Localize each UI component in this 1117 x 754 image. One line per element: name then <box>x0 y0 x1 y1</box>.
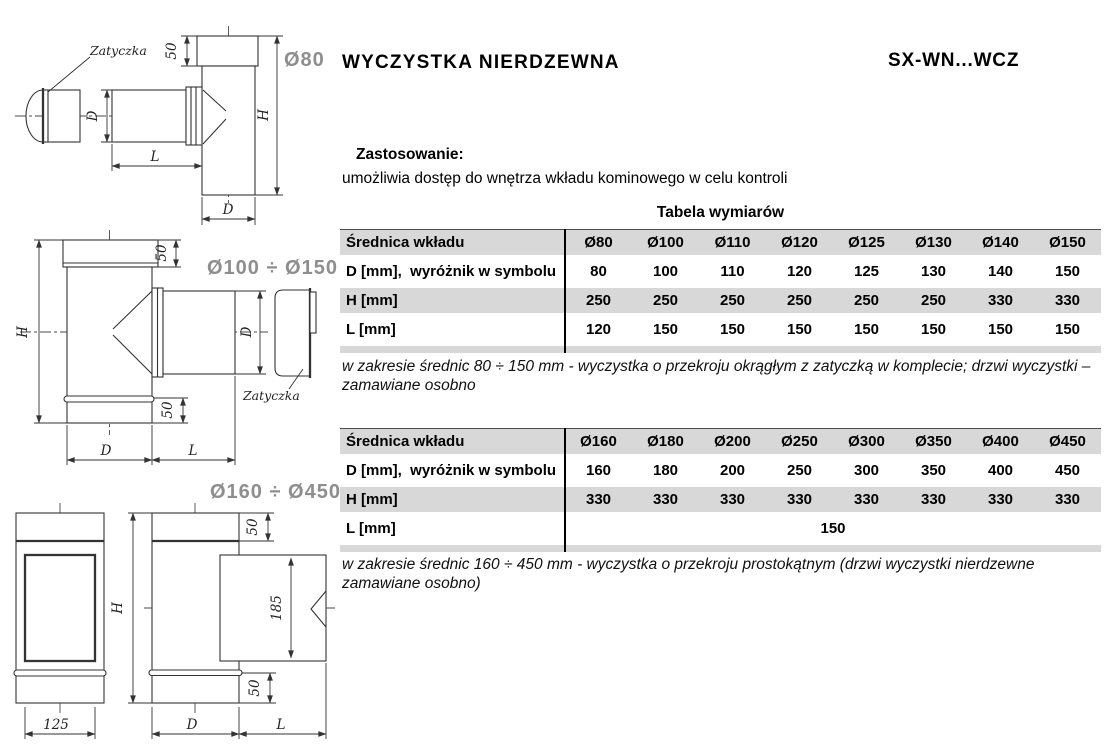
value-cell: 80 <box>590 263 607 280</box>
cap-label: Zatyczka <box>90 43 147 58</box>
value-cell: 200 <box>719 462 746 479</box>
table-column-divider <box>564 428 566 552</box>
table-row <box>340 428 1101 454</box>
page-title: WYCZYSTKA NIERDZEWNA <box>342 52 620 73</box>
table-column-divider <box>564 229 566 353</box>
table-bottom-strip <box>340 545 1101 552</box>
header-cell: Ø350 <box>900 429 967 454</box>
value-cell: 150 <box>1054 321 1081 338</box>
dim-label-d-branch: D <box>85 110 101 122</box>
header-cell: Ø180 <box>632 429 699 454</box>
header-cell: Ø140 <box>967 230 1034 255</box>
value-cell: 330 <box>833 487 900 512</box>
value-cell: 330 <box>967 288 1034 313</box>
value-cell: 140 <box>987 263 1014 280</box>
value-cell: 250 <box>786 462 813 479</box>
value-cell: 330 <box>967 487 1034 512</box>
row-label: L [mm] <box>346 520 396 537</box>
value-cell: 150 <box>786 321 813 338</box>
header-cell: Ø200 <box>699 429 766 454</box>
dim-label-h: H <box>256 109 272 121</box>
dim-label-l: L <box>150 149 160 165</box>
range-label: Ø100 ÷ Ø150 <box>207 257 338 279</box>
row-label: Średnica wkładu <box>340 230 565 255</box>
dim-label-50: 50 <box>164 42 180 60</box>
value-cell: 150 <box>920 321 947 338</box>
value-cell: 330 <box>565 487 632 512</box>
drawing-d80 <box>0 8 340 230</box>
value-cell: 180 <box>652 462 679 479</box>
table-row <box>340 487 1101 512</box>
dimension-table-title: Tabela wymiarów <box>656 204 785 221</box>
note-small-range: w zakresie średnic 80 ÷ 150 mm - wyczystka o przekroju okrągłym z zatyczką w komplecie; drzwi wyczystki – zamawiane osobno <box>342 358 1091 394</box>
dim-label-d-bottom: D <box>100 443 112 459</box>
value-cell: 250 <box>565 288 632 313</box>
table-row <box>340 317 1101 342</box>
value-cell: 330 <box>1034 487 1101 512</box>
header-cell: Ø120 <box>766 230 833 255</box>
header-cell: Ø110 <box>699 230 766 255</box>
value-cell: 330 <box>900 487 967 512</box>
range-label: Ø160 ÷ Ø450 <box>210 481 341 503</box>
value-cell: 450 <box>1054 462 1081 479</box>
row-label: H [mm] <box>340 288 565 313</box>
row-label: D [mm], wyróżnik w symbolu <box>346 263 557 280</box>
dim-label-h: H <box>15 326 31 338</box>
row-label: H [mm] <box>340 487 565 512</box>
table-bottom-strip <box>340 346 1101 353</box>
value-cell: 125 <box>853 263 880 280</box>
value-cell: 330 <box>632 487 699 512</box>
dim-label-185: 185 <box>269 595 285 621</box>
dimension-table-small <box>340 229 1101 353</box>
cap-label: Zatyczka <box>243 388 300 403</box>
row-label: D [mm], wyróżnik w symbolu <box>346 462 557 479</box>
table-row <box>340 516 1101 541</box>
table-row <box>340 458 1101 483</box>
range-label: Ø80 <box>284 49 325 71</box>
value-cell: 150 <box>987 321 1014 338</box>
value-cell: 150 <box>1054 263 1081 280</box>
header-cell: Ø450 <box>1034 429 1101 454</box>
row-label: L [mm] <box>346 321 396 338</box>
value-cell: 250 <box>833 288 900 313</box>
value-cell: 120 <box>585 321 612 338</box>
value-cell: 150 <box>652 321 679 338</box>
product-code: SX-WN...WCZ <box>888 50 1020 71</box>
table-row <box>340 259 1101 284</box>
value-cell: 250 <box>632 288 699 313</box>
dim-label-50-bottom: 50 <box>160 401 176 419</box>
value-cell: 120 <box>786 263 813 280</box>
value-cell: 250 <box>699 288 766 313</box>
value-cell: 400 <box>987 462 1014 479</box>
value-cell: 150 <box>853 321 880 338</box>
value-cell: 250 <box>766 288 833 313</box>
dim-label-l: L <box>276 717 286 733</box>
drawing-d100-150 <box>0 225 345 475</box>
value-cell: 330 <box>766 487 833 512</box>
dim-label-50-top: 50 <box>245 518 261 536</box>
header-cell: Ø130 <box>900 230 967 255</box>
drawing-d160-450 <box>0 470 345 754</box>
value-cell: 350 <box>920 462 947 479</box>
value-cell: 330 <box>699 487 766 512</box>
application-heading: Zastosowanie: <box>356 146 464 163</box>
dim-label-d-bottom: D <box>222 202 234 218</box>
value-cell: 100 <box>652 263 679 280</box>
header-cell: Ø150 <box>1034 230 1101 255</box>
dim-label-d: D <box>186 717 198 733</box>
value-cell: 300 <box>853 462 880 479</box>
merged-value-cell: 150 <box>820 520 846 537</box>
dim-label-l: L <box>188 443 198 459</box>
dim-label-d-branch: D <box>239 326 255 338</box>
header-cell: Ø250 <box>766 429 833 454</box>
table-row <box>340 229 1101 255</box>
value-cell: 110 <box>720 263 745 280</box>
note-large-range: w zakresie średnic 160 ÷ 450 mm - wyczystka o przekroju prostokątnym (drzwi wyczystki nierdzewne zamawiane osobno) <box>342 556 1035 592</box>
header-cell: Ø160 <box>565 429 632 454</box>
dimension-table-large <box>340 428 1101 552</box>
dim-label-50-bottom: 50 <box>247 679 263 697</box>
header-cell: Ø100 <box>632 230 699 255</box>
header-cell: Ø125 <box>833 230 900 255</box>
value-cell: 130 <box>920 263 947 280</box>
value-cell: 150 <box>719 321 746 338</box>
row-label: Średnica wkładu <box>340 429 565 454</box>
header-cell: Ø300 <box>833 429 900 454</box>
dim-label-50-top: 50 <box>154 244 170 262</box>
dim-label-h: H <box>110 602 126 614</box>
dim-label-125: 125 <box>43 717 69 733</box>
header-cell: Ø80 <box>565 230 632 255</box>
value-cell: 160 <box>585 462 612 479</box>
value-cell: 250 <box>900 288 967 313</box>
value-cell: 330 <box>1034 288 1101 313</box>
application-description: umożliwia dostęp do wnętrza wkładu kominowego w celu kontroli <box>342 170 788 187</box>
header-cell: Ø400 <box>967 429 1034 454</box>
table-row <box>340 288 1101 313</box>
